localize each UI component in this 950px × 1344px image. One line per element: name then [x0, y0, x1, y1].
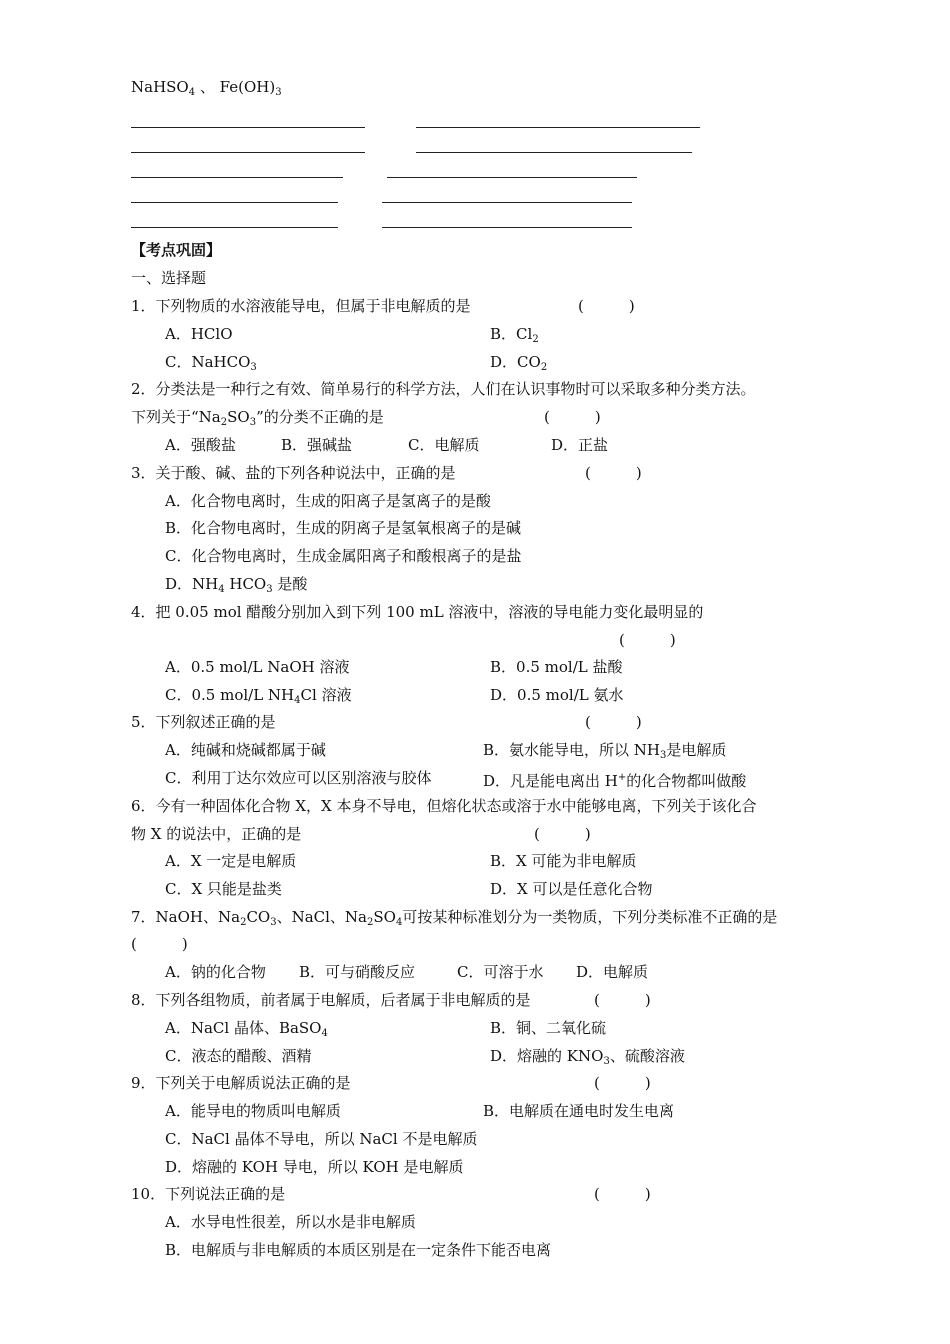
answer-bracket: ( ) [544, 408, 601, 426]
question-2-stem-cont: 下列关于“$Na_2SO_3$”的分类不正确的是 [131, 408, 384, 428]
q6-option-a: A．X 一定是电解质 [165, 852, 297, 870]
q2-option-c: C．电解质 [408, 436, 480, 454]
formula-feoh3: Fe(OH) [219, 78, 276, 96]
q9-option-a: A．能导电的物质叫电解质 [165, 1102, 341, 1120]
q7-option-b: B．可与硝酸反应 [299, 963, 416, 981]
q5-option-b: B．氨水能导电，所以 $NH_3$是电解质 [483, 741, 727, 761]
q8-option-c: C．液态的醋酸、酒精 [165, 1047, 312, 1065]
q8-option-b: B．铜、二氧化硫 [490, 1019, 607, 1037]
q4-option-d: D．0.5 mol/L 氨水 [490, 686, 624, 704]
q1-option-a: A．HClO [165, 325, 233, 343]
q6-option-c: C．X 只能是盐类 [165, 880, 282, 898]
question-2-stem: 2．分类法是一种行之有效、简单易行的科学方法，人们在认识事物时可以采取多种分类方法。 [131, 380, 756, 398]
answer-line [131, 227, 338, 228]
q3-option-b: B．化合物电离时，生成的阴离子是氢氧根离子的是碱 [165, 519, 522, 537]
answer-bracket: ( ) [594, 991, 651, 1009]
q6-option-b: B．X 可能为非电解质 [490, 852, 637, 870]
q1-option-c: C．NaHCO$_3$ [165, 353, 257, 373]
q4-option-b: B．0.5 mol/L 盐酸 [490, 658, 623, 676]
answer-bracket: ( ) [594, 1185, 651, 1203]
question-4-stem: 4．把 0.05 mol 醋酸分别加入到下列 100 mL 溶液中，溶液的导电能力变化最明显的 [131, 603, 704, 621]
answer-bracket: ( ) [578, 297, 635, 315]
question-1-stem: 1．下列物质的水溶液能导电，但属于非电解质的是 [131, 297, 471, 315]
question-7-stem: 7．NaOH、$Na_2CO_3$、NaCl、$Na_2SO_4$可按某种标准划分为一类物质，下列分类标准不正确的是 [131, 908, 778, 928]
question-6-stem-cont: 物 X 的说法中，正确的是 [131, 825, 302, 843]
question-10-stem: 10．下列说法正确的是 [131, 1185, 286, 1203]
q8-option-a: A．NaCl 晶体、BaSO$_4$ [165, 1019, 328, 1039]
q1-option-d: D．$CO_2$ [490, 353, 548, 373]
header-formula: NaHSO$_4$ 、 $Fe(OH)_3$ [131, 78, 282, 98]
q7-option-d: D．电解质 [576, 963, 649, 981]
answer-bracket: ( ) [585, 464, 642, 482]
q3-option-c: C．化合物电离时，生成金属阳离子和酸根离子的是盐 [165, 547, 522, 565]
answer-line [131, 152, 365, 153]
answer-bracket: ( ) [585, 713, 642, 731]
q8-option-d: D．熔融的 $KNO_3$、硫酸溶液 [490, 1047, 685, 1067]
answer-line [416, 127, 700, 128]
question-3-stem: 3．关于酸、碱、盐的下列各种说法中，正确的是 [131, 464, 456, 482]
answer-line [131, 127, 365, 128]
q9-option-b: B．电解质在通电时发生电离 [483, 1102, 675, 1120]
formula-nahso4: NaHSO [131, 78, 189, 96]
q5-option-d: D．凡是能电离出 H+的化合物都叫做酸 [483, 772, 747, 790]
answer-line [131, 202, 338, 203]
q4-option-c: C．0.5 mol/L $NH_4Cl$ 溶液 [165, 686, 352, 706]
q2-option-b: B．强碱盐 [281, 436, 353, 454]
answer-bracket: ( ) [131, 935, 188, 953]
answer-line [416, 152, 692, 153]
q2-option-d: D．正盐 [551, 436, 609, 454]
q2-option-a: A．强酸盐 [165, 436, 236, 454]
q6-option-d: D．X 可以是任意化合物 [490, 880, 653, 898]
answer-line [382, 227, 632, 228]
q10-option-a: A．水导电性很差，所以水是非电解质 [165, 1213, 416, 1231]
q3-option-a: A．化合物电离时，生成的阳离子是氢离子的是酸 [165, 492, 491, 510]
q4-option-a: A．0.5 mol/L NaOH 溶液 [165, 658, 350, 676]
answer-line [387, 177, 637, 178]
question-9-stem: 9．下列关于电解质说法正确的是 [131, 1074, 351, 1092]
answer-bracket: ( ) [619, 631, 676, 649]
q1-option-b: B．$Cl_2$ [490, 325, 539, 345]
q5-option-a: A．纯碱和烧碱都属于碱 [165, 741, 326, 759]
q9-option-c: C．NaCl 晶体不导电，所以 NaCl 不是电解质 [165, 1130, 478, 1148]
answer-line [382, 202, 632, 203]
q7-option-a: A．钠的化合物 [165, 963, 266, 981]
part-title: 一、选择题 [131, 269, 207, 287]
q9-option-d: D．熔融的 KOH 导电，所以 KOH 是电解质 [165, 1158, 464, 1176]
q10-option-b: B．电解质与非电解质的本质区别是在一定条件下能否电离 [165, 1241, 552, 1259]
answer-bracket: ( ) [594, 1074, 651, 1092]
q5-option-c: C．利用丁达尔效应可以区别溶液与胶体 [165, 769, 432, 787]
question-8-stem: 8．下列各组物质，前者属于电解质，后者属于非电解质的是 [131, 991, 531, 1009]
q7-option-c: C．可溶于水 [457, 963, 544, 981]
answer-line [131, 177, 343, 178]
answer-bracket: ( ) [534, 825, 591, 843]
question-5-stem: 5．下列叙述正确的是 [131, 713, 276, 731]
question-6-stem: 6．今有一种固体化合物 X，X 本身不导电，但熔化状态或溶于水中能够电离，下列关于该化合 [131, 797, 757, 815]
q3-option-d: D．$NH_4$ $HCO_3$ 是酸 [165, 575, 308, 595]
section-title: 【考点巩固】 [131, 241, 222, 259]
